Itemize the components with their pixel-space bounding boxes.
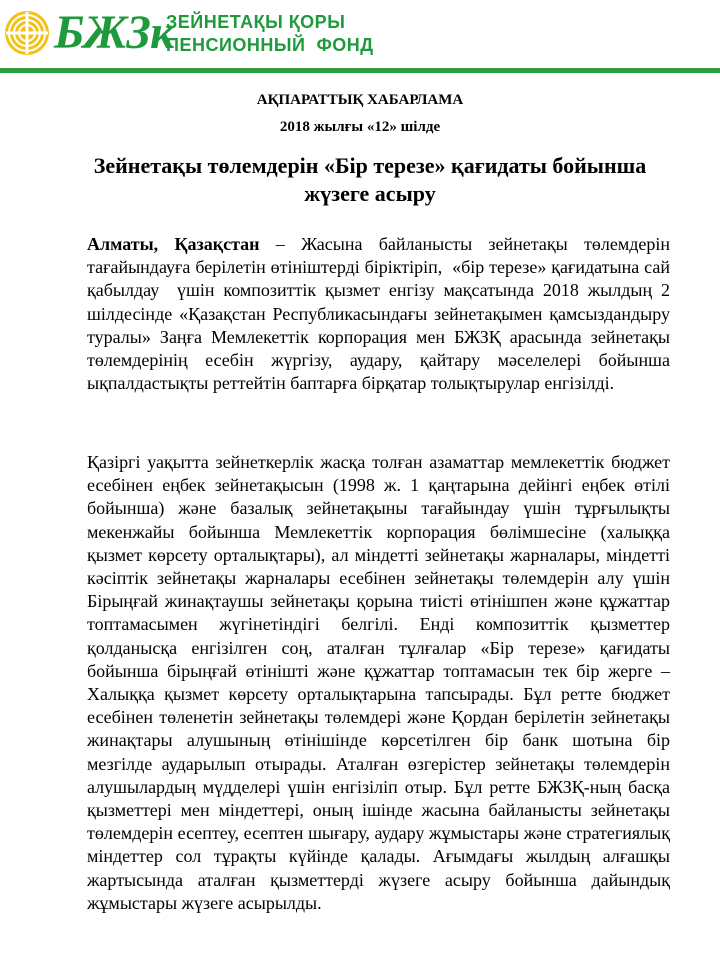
fund-name-kz: ЗЕЙНЕТАҚЫ ҚОРЫ [166, 12, 346, 32]
coin-emblem-icon [4, 10, 50, 56]
fund-name-ru: ПЕНСИОННЫЙ ФОНД [166, 35, 374, 55]
document-date: 2018 жылғы «12» шілде [279, 119, 441, 135]
fund-name [166, 11, 374, 57]
paragraph-1 [87, 233, 679, 395]
paragraph-1-body: – Жасына байланысты зейнетақы төлемдерін тағайындауға берілетін өтініштерді біріктіріп, «бір терезе» қағидатына сай қабылдау үшін композиттік қызмет енгізу мақсатында 2018 жылдың 2 шілдесінде «Қазақстан Республикасындағы зейнетақымен қамсыздандыру туралы» Заңға Мемлекеттік корпорация мен БЖЗҚ арасында зейнетақы төлемдерінің есебін жүргізу, аудару, қайтару мәселелері бойынша ықпалдастықты реттейтін баптарға бірқатар толықтырулар енгізілді. [87, 234, 679, 394]
document-type: АҚПАРАТТЫҚ ХАБАРЛАМА [256, 92, 464, 108]
document-title: Зейнетақы төлемдерін «Бір терезе» қағидаты бойынша жүзеге асыру [93, 153, 647, 206]
dateline: Алматы, Қазақстан [87, 234, 260, 254]
paragraph-2: Қазіргі уақытта зейнеткерлік жасқа толған азаматтар мемлекеттік бюджет есебінен еңбек зейнетақысын (1998 ж. 1 қаңтарына дейінгі еңбек өтілі бойынша) және базалық зейнетақыны тағайындау үшін тұрғылықты мекенжайы бойынша Мемлекеттік корпорация бөлімшесіне (халыққа қызмет көрсету орталықтары), ал міндетті зейнетақы жарналары, міндетті кәсіптік зейнетақы жарналары есебінен зейнетақы төлемдерін алу үшін Бірыңғай жинақтаушы зейнетақы қорына тиісті өтінішпен және құжаттар топтамасымен жүгінетіндігі белгілі. Енді композиттік қызметтер қолданысқа енгізілген соң, аталған тұлғалар «Бір терезе» қағидаты бойынша бірыңғай өтінішті және құжаттар топтамасын тек бір жерге – Халыққа қызмет көрсету орталықтарына тапсырады. Бұл ретте бюджет есебінен төленетін зейнетақы төлемдері және Қордан берілетін зейнетақы жинақтары алушының өтінішінде көрсетілген бір банк шотына бір мезгілде аударылып отырады. Аталған өзгерістер зейнетақы төлемдерін алушылардың мүдделері үшін енгізіліп отыр. Бұл ретте БЖЗҚ-ның басқа қызметтері мен міндеттері, оның ішінде жасына байланысты зейнетақы төлемдерін есептеу, есептен шығару, аудару жұмыстары және стратегиялық міндеттер сол тұрақты күйінде қалады. Ағымдағы жылдың алғашқы жартысында аталған қызметтерді жүзеге асыру бойынша дайындық жұмыстары жүзеге асырылды. [87, 452, 670, 913]
page-header [0, 0, 720, 72]
header-divider [0, 68, 720, 73]
logo-wordmark: БЖЗк [54, 6, 174, 59]
